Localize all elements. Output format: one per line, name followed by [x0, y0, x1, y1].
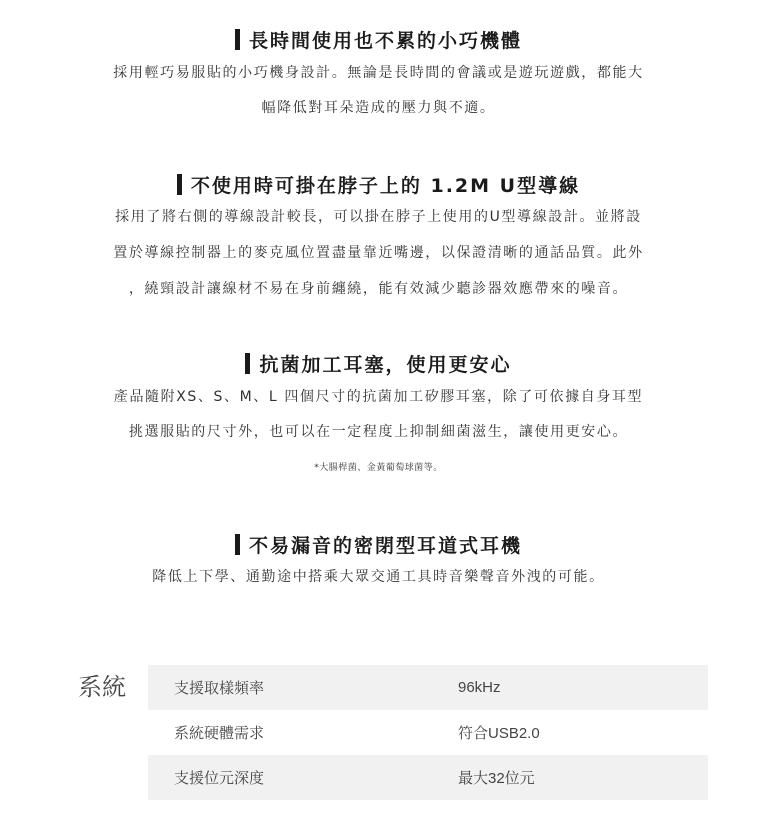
spec-value: 96kHz [458, 679, 501, 696]
heading-text: 長時間使用也不累的小巧機體 [248, 30, 522, 52]
specs-table [148, 665, 708, 800]
spec-label: 系統硬體需求 [174, 725, 265, 742]
paragraph-line: 採用了將右側的導線設計較長，可以掛在脖子上使用的U型導線設計。並將設 [115, 209, 642, 225]
paragraph-line: 降低上下學、通勤途中搭乘大眾交通工具時音樂聲音外洩的可能。 [152, 569, 605, 585]
paragraph-line: 置於導線控制器上的麥克風位置盡量靠近嘴邊，以保證清晰的通話品質。此外 [113, 245, 644, 261]
paragraph-line: 挑選服貼的尺寸外，也可以在一定程度上抑制細菌滋生，讓使用更安心。 [128, 424, 629, 440]
spec-label: 支援位元深度 [174, 770, 265, 787]
section-heading [235, 26, 522, 53]
heading-bar-icon [235, 534, 240, 555]
heading-text: 不易漏音的密閉型耳道式耳機 [248, 535, 522, 557]
table-row [148, 755, 708, 800]
paragraph-line: 幅降低對耳朵造成的壓力與不適。 [261, 100, 496, 116]
section-sealed-earphone [0, 531, 757, 559]
table-row [148, 710, 708, 755]
specs-title: 系統 [78, 673, 126, 701]
section-heading [235, 531, 522, 558]
paragraph-line: 採用輕巧易服貼的小巧機身設計。無論是長時間的會議或是遊玩遊戲，都能大 [113, 65, 644, 81]
section-heading [245, 350, 511, 377]
spec-value: 最大32位元 [458, 770, 535, 787]
section-heading [177, 171, 580, 198]
section-u-cable [0, 171, 757, 199]
spec-value: 符合USB2.0 [458, 725, 540, 742]
heading-bar-icon [177, 174, 182, 195]
footnote: *大腸桿菌、金黃葡萄球菌等。 [314, 463, 443, 473]
heading-text: 不使用時可掛在脖子上的 1.2M U型導線 [190, 175, 581, 197]
section-antibacterial [0, 350, 757, 378]
table-row [148, 665, 708, 710]
heading-bar-icon [235, 29, 240, 50]
spec-label: 支援取樣頻率 [174, 680, 265, 697]
paragraph-line: ，繞頸設計讓線材不易在身前纏繞，能有效減少聽診器效應帶來的噪音。 [128, 281, 629, 297]
heading-text: 抗菌加工耳塞，使用更安心 [259, 354, 512, 376]
paragraph-line: 產品隨附XS、S、M、L 四個尺寸的抗菌加工矽膠耳塞，除了可依據自身耳型 [113, 389, 644, 405]
heading-bar-icon [245, 353, 250, 374]
section-compact-body [0, 26, 757, 54]
